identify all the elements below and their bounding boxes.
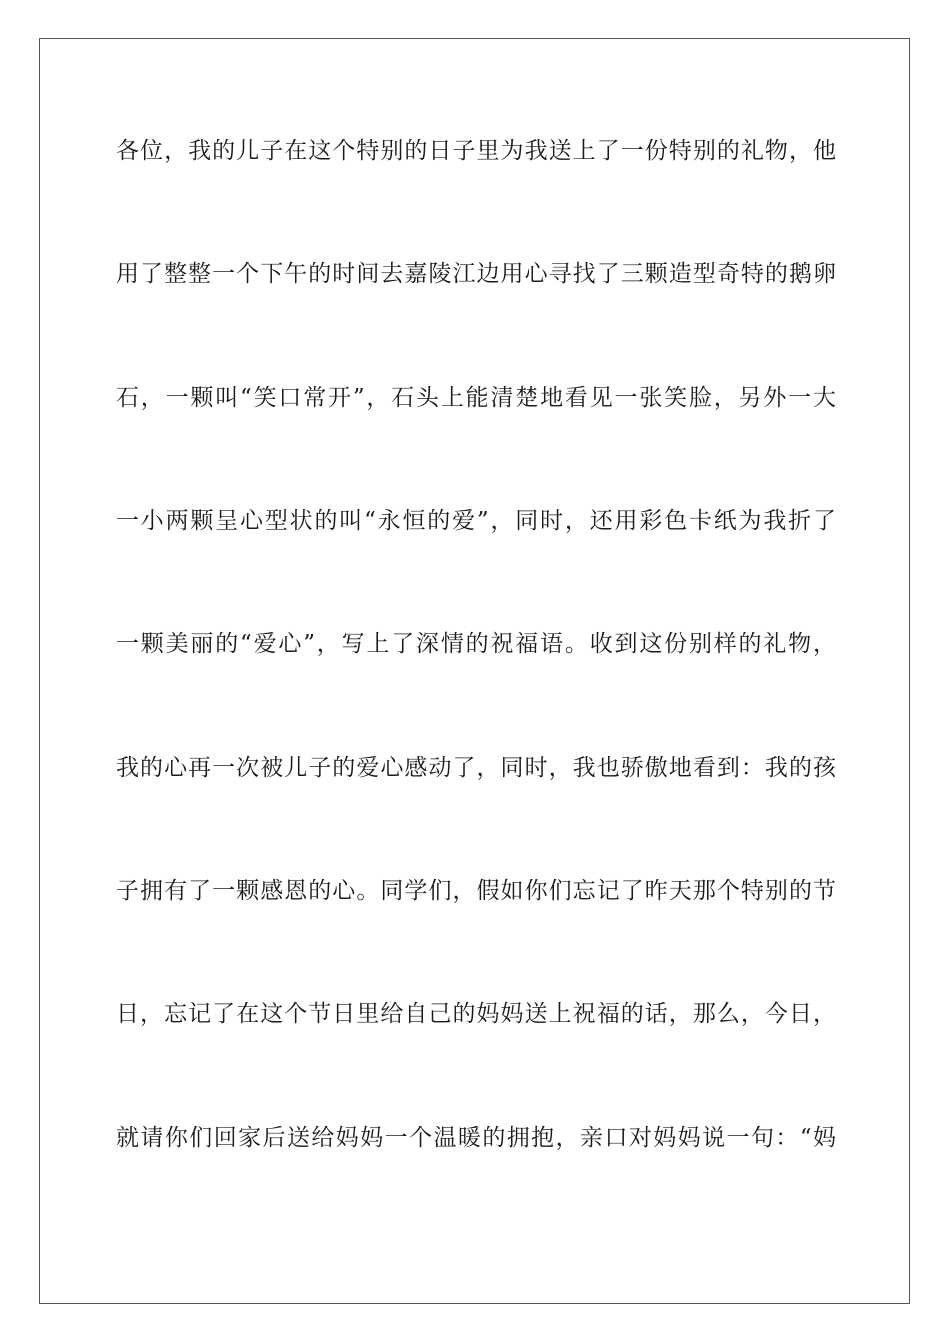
text-line: 石，一颗叫“笑口常开”，石头上能清楚地看见一张笑脸，另外一大	[116, 385, 836, 411]
text-line: 用了整整一个下午的时间去嘉陵江边用心寻找了三颗造型奇特的鹅卵	[116, 261, 836, 287]
text-line: 就请你们回家后送给妈妈一个温暖的拥抱，亲口对妈妈说一句：“妈	[116, 1125, 836, 1151]
text-line: 各位，我的儿子在这个特别的日子里为我送上了一份特别的礼物，他	[116, 138, 836, 164]
text-line: 日，忘记了在这个节日里给自己的妈妈送上祝福的话，那么，今日，	[116, 1001, 836, 1027]
text-line: 一小两颗呈心型状的叫“永恒的爱”，同时，还用彩色卡纸为我折了	[116, 508, 836, 534]
text-line: 子拥有了一颗感恩的心。同学们，假如你们忘记了昨天那个特别的节	[116, 878, 836, 904]
page-border	[39, 38, 910, 1304]
text-line: 我的心再一次被儿子的爱心感动了，同时，我也骄傲地看到：我的孩	[116, 755, 836, 781]
text-line: 一颗美丽的“爱心”，写上了深情的祝福语。收到这份别样的礼物，	[116, 631, 836, 657]
